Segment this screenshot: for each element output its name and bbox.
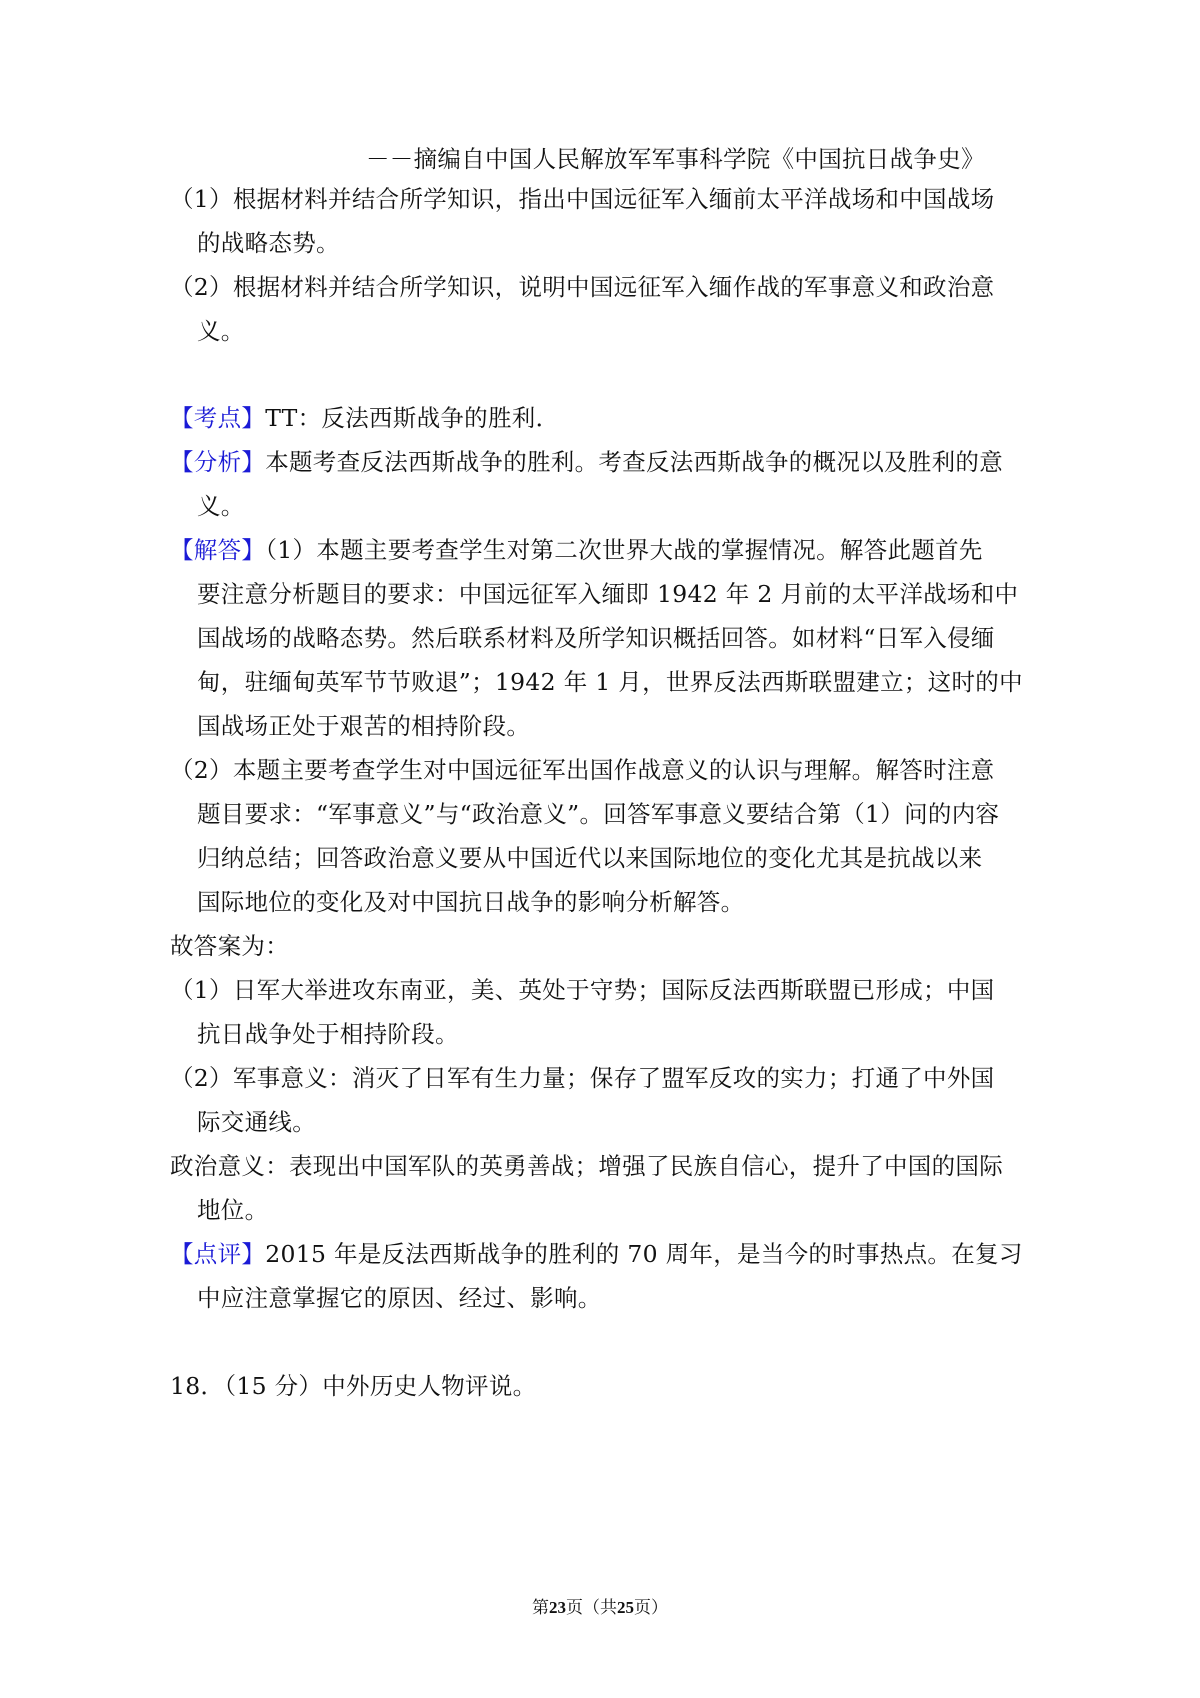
kaodian-row [170,402,559,434]
jieda-part1-line-3: 国战场的战略态势。然后联系材料及所学知识概括回答。如材料“日军入侵缅 [197,624,995,652]
jieda-part2-line-1: （2）本题主要考查学生对中国远征军出国作战意义的认识与理解。解答时注意 [170,756,995,784]
jieda-part1-line-4: 甸，驻缅甸英军节节败退”；1942 年 1 月，世界反法西斯联盟建立；这时的中 [197,668,1023,696]
fenxi-tag: 【分析】 [170,448,266,476]
footer-total-pages: 25 [617,1598,634,1617]
footer-prefix: 第 [532,1598,549,1618]
jieda-part1-line-2: 要注意分析题目的要求：中国远征军入缅即 1942 年 2 月前的太平洋战场和中 [197,580,1019,608]
footer-page-number: 23 [549,1598,566,1617]
jieda-part2-line-2: 题目要求：“军事意义”与“政治意义”。回答军事意义要结合第（1）问的内容 [197,800,1000,828]
answer-3-line-2: 地位。 [197,1196,269,1224]
source-citation: －－摘编自中国人民解放军军事科学院《中国抗日战争史》 [366,145,985,173]
answer-2-line-1: （2）军事意义：消灭了日军有生力量；保存了盟军反攻的实力；打通了中外国 [170,1064,995,1092]
jieda-row [170,534,983,566]
answer-3-line-1: 政治意义：表现出中国军队的英勇善战；增强了民族自信心，提升了中国的国际 [170,1152,1003,1180]
next-question: 18．（15 分）中外历史人物评说。 [170,1372,537,1400]
jieda-tag: 【解答】 [170,536,266,564]
fenxi-line-1: 本题考查反法西斯战争的胜利。考查反法西斯战争的概况以及胜利的意 [265,448,1004,476]
dianping-line-2: 中应注意掌握它的原因、经过、影响。 [197,1284,602,1312]
question-1-line-1: （1）根据材料并结合所学知识，指出中国远征军入缅前太平洋战场和中国战场 [170,185,995,213]
dianping-tag: 【点评】 [170,1240,266,1268]
question-2-line-1: （2）根据材料并结合所学知识，说明中国远征军入缅作战的军事意义和政治意 [170,273,995,301]
jieda-part1-line-5: 国战场正处于艰苦的相持阶段。 [197,712,531,740]
footer-mid: 页（共 [566,1598,617,1618]
question-2-line-2: 义。 [197,317,245,345]
jieda-part1-line-1: （1）本题主要考查学生对第二次世界大战的掌握情况。解答此题首先 [265,536,983,564]
fenxi-row [170,446,1003,478]
kaodian-text: TT：反法西斯战争的胜利． [265,404,560,432]
dianping-row [170,1238,1023,1270]
jieda-part2-line-3: 归纳总结；回答政治意义要从中国近代以来国际地位的变化尤其是抗战以来 [197,844,983,872]
question-1-line-2: 的战略态势。 [197,229,340,257]
answer-1-line-1: （1）日军大举进攻东南亚，美、英处于守势；国际反法西斯联盟已形成；中国 [170,976,995,1004]
footer-suffix: 页） [634,1598,668,1618]
fenxi-line-2: 义。 [197,492,245,520]
kaodian-tag: 【考点】 [170,404,266,432]
dianping-line-1: 2015 年是反法西斯战争的胜利的 70 周年，是当今的时事热点。在复习 [265,1240,1023,1268]
answer-intro: 故答案为： [170,932,289,960]
answer-1-line-2: 抗日战争处于相持阶段。 [197,1020,459,1048]
page-footer [0,1596,1200,1620]
jieda-part2-line-4: 国际地位的变化及对中国抗日战争的影响分析解答。 [197,888,745,916]
answer-2-line-2: 际交通线。 [197,1108,316,1136]
